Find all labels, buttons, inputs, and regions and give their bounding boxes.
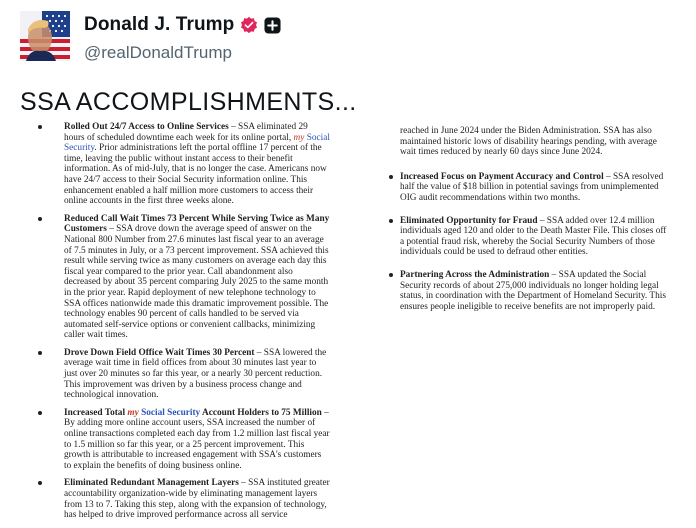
item-body: – SSA lowered the average wait time in field offices from about 30 minutes last year to just over 20 minutes so far this year, or a nearly 30 percent reduction. This improvement was driven by a business process change and technological innovation.	[64, 347, 327, 401]
item-body: – SSA instituted greater accountability organization-wide by eliminating management layers from 13 to 7. Taking this step, along with the expansion of technology, has helped to drive improved performance across all service	[64, 478, 330, 521]
bullet-icon	[38, 125, 42, 129]
item-body: – SSA added over 12.4 million individuals aged 120 and older to the Death Master File. This closes off a potential fraud risk, whereby the Social Security Numbers of those individuals could be used to defraud other entities.	[400, 215, 667, 258]
item-body: – SSA eliminated 29 hours of scheduled downtime each week for its online portal,	[64, 122, 308, 143]
item-heading: Eliminated Redundant Management Layers	[64, 478, 239, 489]
list-item	[30, 214, 330, 341]
document-left-column	[30, 122, 330, 528]
bullet-icon	[38, 351, 42, 355]
list-item	[30, 348, 330, 401]
item-heading: Partnering Across the Administration	[400, 269, 550, 280]
list-item-continued	[400, 126, 672, 158]
item-heading: Eliminated Opportunity for Fraud	[400, 215, 538, 226]
bullet-icon	[389, 219, 393, 223]
document-image[interactable]	[30, 122, 678, 521]
verified-badge-icon[interactable]	[240, 16, 258, 34]
item-heading: Increased Total	[64, 407, 128, 418]
item-heading: Drove Down Field Office Wait Times 30 Percent	[64, 347, 255, 358]
bullet-icon	[38, 217, 42, 221]
bullet-icon	[38, 411, 42, 415]
social-security-label: Social Security	[64, 132, 330, 154]
item-heading: Account Holders to 75 Million	[200, 407, 322, 418]
list-item	[400, 270, 672, 312]
profile-photo-icon	[20, 11, 70, 61]
item-body: – SSA updated the Social Security records of about 275,000 individuals no longer holding legal status, in coordination with the Department of Homeland Security. This ensures people ineligible to receive benefits are not improperly paid.	[400, 269, 666, 312]
author-name-row	[84, 14, 281, 36]
bullet-icon	[38, 481, 42, 485]
item-heading: Increased Focus on Payment Accuracy and Control	[400, 171, 604, 182]
item-body: reached in June 2024 under the Biden Administration. SSA has also maintained historic lows of disability hearings pending, with average wait times reduced by nearly 60 days since June 2024.	[400, 126, 657, 158]
my-label: my	[127, 407, 139, 418]
list-item	[30, 478, 330, 520]
bullet-icon	[389, 175, 393, 179]
display-name[interactable]: Donald J. Trump	[84, 14, 235, 35]
item-body: – By adding more online account users, SSA increased the number of online transactions completed each day from 1.2 million last fiscal year to 1.5 million so far this year, or a 25 percent improvement. This growth is attributable to increased engagement with SSA's customers to explain the benefits of doing business online.	[64, 407, 330, 471]
list-item	[400, 216, 672, 258]
social-security-label: Social Security	[141, 407, 201, 418]
post-text: SSA ACCOMPLISHMENTS...	[20, 88, 357, 116]
handle[interactable]: @realDonaldTrump	[84, 43, 232, 62]
list-item	[400, 172, 672, 204]
item-body: – SSA drove down the average speed of answer on the National 800 Number from 27.6 minutes last fiscal year to an average of 7.5 minutes in July, or a 73 percent improvement. SSA achieved this result while serving twice as many customers on average each day this fiscal year compared to the prior year. Call abandonment also decreased by about 35 percent comparing July 2025 to the same month in the prior year. Rapid deployment of new telephone technology to SSA offices nationwide made this dramatic improvement possible. The technology enables 90 percent of calls handled to be served via automated self-service options or convenient callbacks, minimizing caller wait times.	[64, 224, 329, 341]
avatar[interactable]	[20, 11, 70, 61]
item-heading: Reduced Call Wait Times 73 Percent While Serving Twice as Many Customers	[64, 213, 330, 235]
item-body: – SSA resolved half the value of $18 billion in potential savings from unimplemented OIG audit recommendations within two months.	[400, 171, 664, 203]
my-label: my	[293, 132, 305, 143]
list-item	[30, 408, 330, 472]
list-item	[30, 122, 330, 207]
plus-square-icon[interactable]	[264, 17, 281, 34]
bullet-icon	[389, 273, 393, 277]
document-right-column	[400, 126, 672, 319]
item-heading: Rolled Out 24/7 Access to Online Services	[64, 122, 229, 132]
item-body: . Prior administrations left the portal offline 17 percent of the time, leaving the public without instant access to their benefit information. As of mid-July, that is no longer the case. Americans now have 24/7 access to their Social Security information online. This enhancement enabled a half million more customers to access their online accounts in the first three weeks alone.	[64, 143, 327, 207]
